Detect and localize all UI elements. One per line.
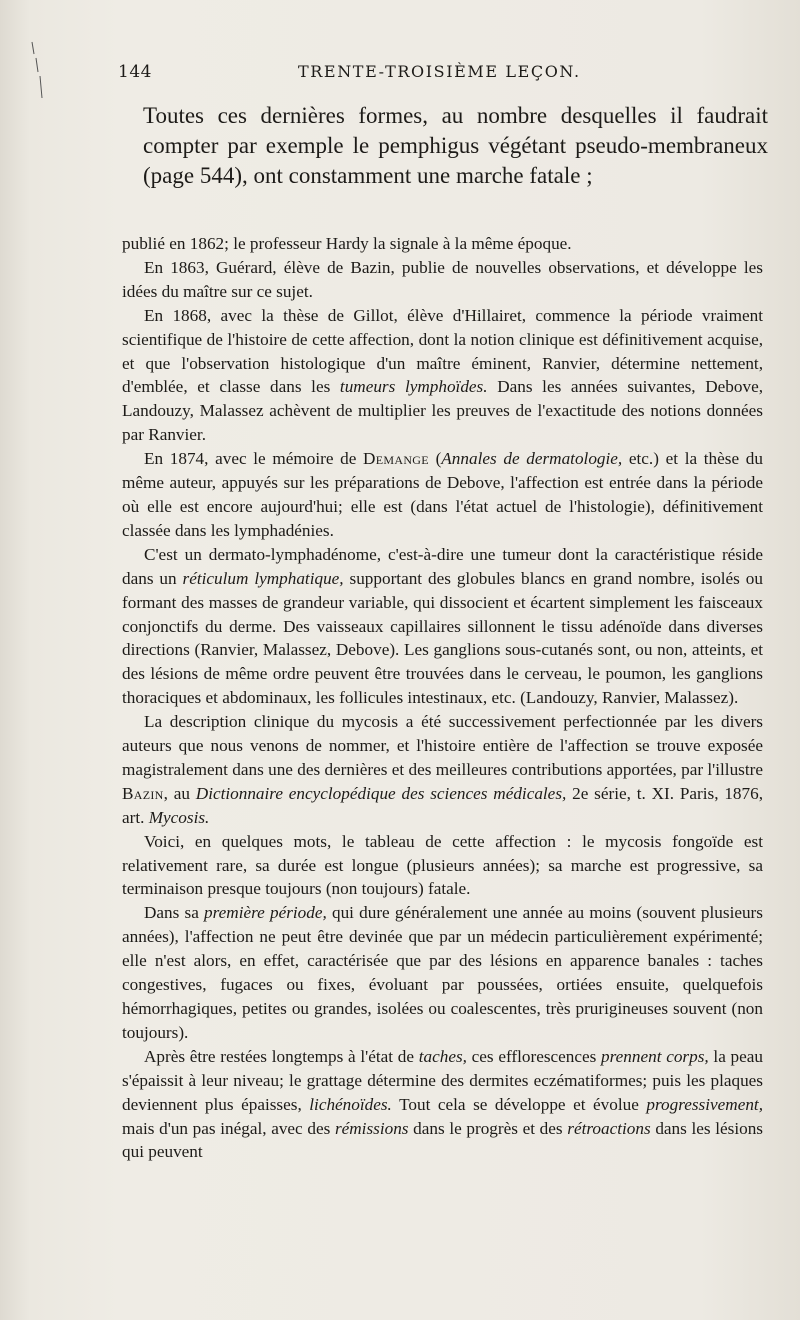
paragraph-9: Après être restées longtemps à l'état de taches, ces efflorescences prennent corps, la peau s'épaissit à leur niveau; le grattage détermine des dermites eczématiformes; puis les plaques deviennent plus épaisses, lichénoïdes. Tout cela se développe et évolue progressivement, mais d'un pas inégal, avec des rémissions dans le progrès et des rétroactions dans les lésions qui peuvent xyxy=(122,1046,763,1162)
page-header xyxy=(118,62,763,86)
page-number: 144 xyxy=(118,62,152,82)
running-title: TRENTE-TROISIÈME LEÇON. xyxy=(298,62,581,81)
paragraph-7: Voici, en quelques mots, le tableau de cette affection : le mycosis fongoïde est relativement rare, sa durée est longue (plusieurs années); sa marche est progressive, sa terminaison presque toujours (non toujours) fatale. xyxy=(122,831,763,899)
overlay-note-slip: Toutes ces dernières formes, au nombre desquelles il faudrait compter par exemple le pemphigus végétant pseudo-membraneux (page 544), ont constamment une marche fatale ; xyxy=(143,103,768,188)
paragraph-5: C'est un dermato-lymphadénome, c'est-à-dire une tumeur dont la caractéristique réside dans un réticulum lymphatique, supportant des globules blancs en grand nombre, isolés ou formant des masses de grandeur variable, qui dissocient et écartent simplement les faisceaux conjonctifs du derme. Des vaisseaux capillaires sillonnent le tissu adénoïde dans diverses directions (Ranvier, Malassez, Debove). Les ganglions sous-cutanés sont, ou non, atteints, et des lésions de même ordre peuvent être trouvées dans le cerveau, le poumon, les ganglions thoraciques et abdominaux, les follicules intestinaux, etc. (Landouzy, Ranvier, Malassez). xyxy=(122,544,763,708)
paragraph-4: En 1874, avec le mémoire de Demange (Annales de dermatologie, etc.) et la thèse du même auteur, appuyés sur les préparations de Debove, l'affection est entrée dans la période où elle est encore aujourd'hui; elle est (dans l'état actuel de l'histologie), définitivement classée dans les lymphadénies. xyxy=(122,449,763,540)
paragraph-8: Dans sa première période, qui dure généralement une année au moins (souvent plusieurs années), l'affection ne peut être devinée que par un médecin particulièrement expérimenté; elle n'est alors, en effet, caractérisée que par des lésions en apparence banales : taches congestives, fugaces ou fixes, évoluant par poussées, ortiées ensuite, quelquefois hémorrhagiques, petites ou grandes, isolées ou coalescentes, très prurigineuses souvent (non toujours). xyxy=(122,903,763,1042)
margin-pencil-mark xyxy=(28,40,46,100)
paragraph-3: En 1868, avec la thèse de Gillot, élève d'Hillairet, commence la période vraiment scientifique de l'histoire de cette affection, dont la notion clinique est définitivement acquise, et que l'observation histologique d'un maître éminent, Ranvier, détermine nettement, d'emblée, et classe dans les tumeurs lymphoïdes. Dans les années suivantes, Debove, Landouzy, Malassez achèvent de multiplier les preuves de l'exactitude des notions données par Ranvier. xyxy=(122,305,763,445)
paragraph-2: En 1863, Guérard, élève de Bazin, publie de nouvelles observations, et développe les idées du maître sur ce sujet. xyxy=(122,257,763,301)
body-text xyxy=(122,232,763,1164)
paragraph-6: La description clinique du mycosis a été successivement perfectionnée par les divers auteurs que nous venons de nommer, et l'histoire entière de l'affection se trouve exposée magistralement dans une des dernières et des meilleures contributions apportées, par l'illustre Bazin, au Dictionnaire encyclopédique des sciences médicales, 2e série, t. XI. Paris, 1876, art. Mycosis. xyxy=(122,712,763,827)
paragraph-1: publié en 1862; le professeur Hardy la signale à la même époque. xyxy=(122,234,572,253)
